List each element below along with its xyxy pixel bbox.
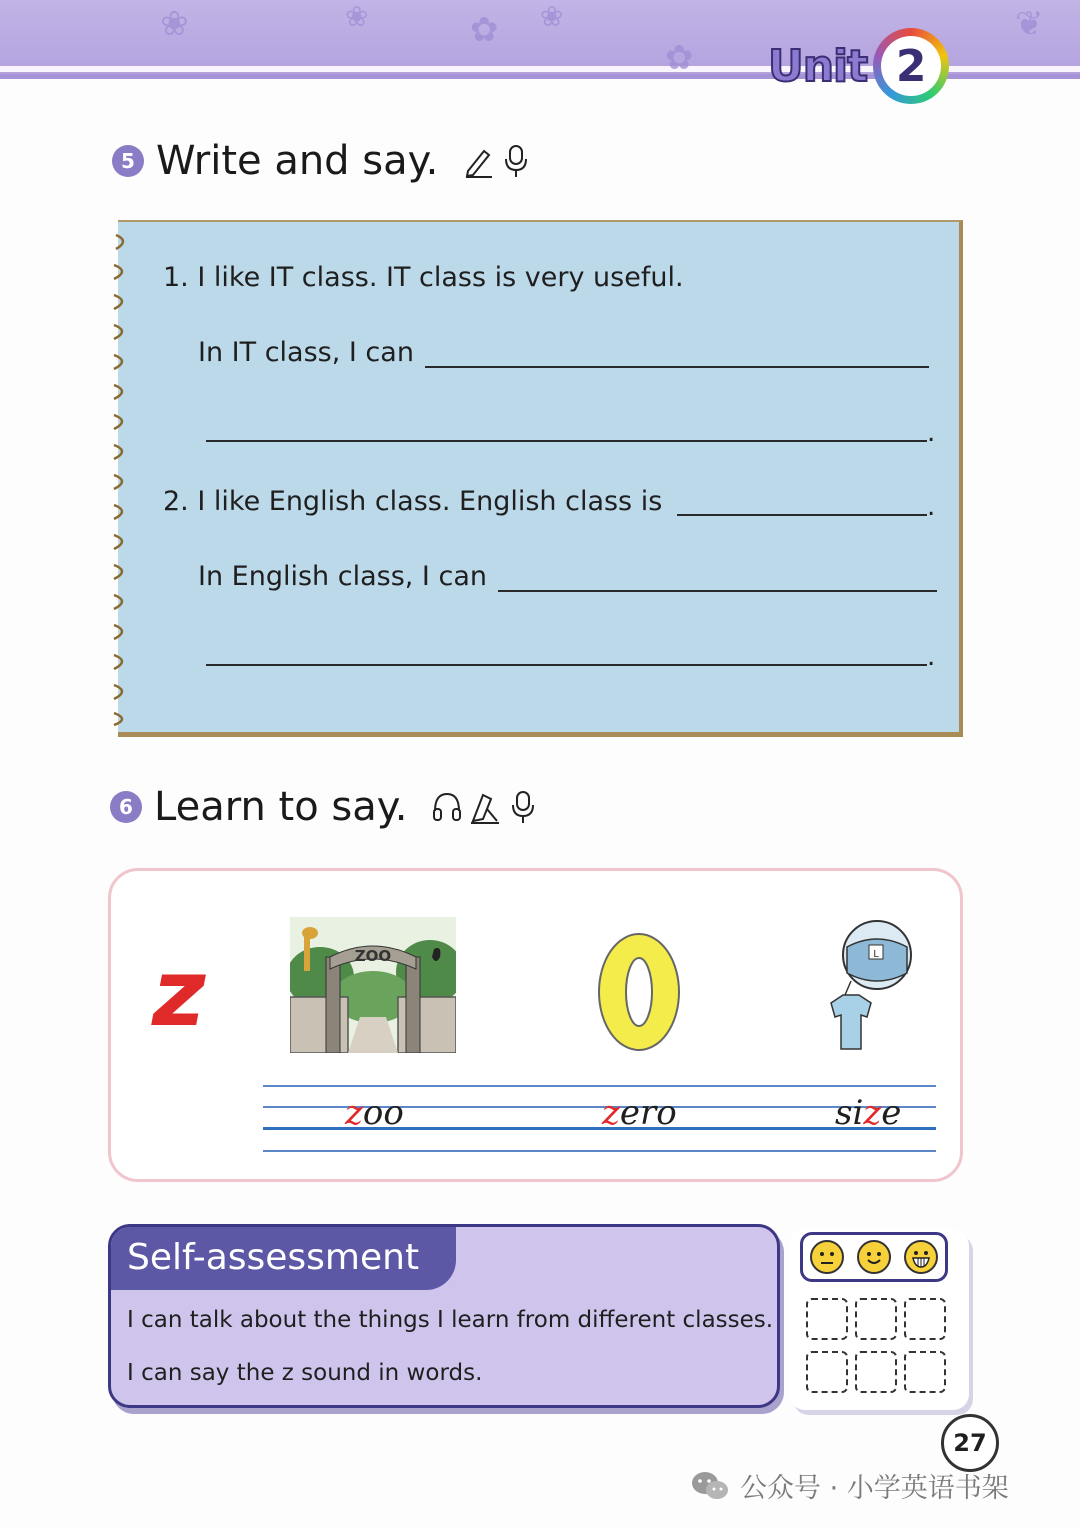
rating-checkbox[interactable]	[904, 1351, 946, 1393]
guide-line-top	[263, 1085, 936, 1087]
zoo-sign-text: ZOO	[354, 947, 392, 965]
grinning-face-icon	[904, 1240, 938, 1274]
self-assessment-panel	[108, 1224, 780, 1408]
butterfly-icon: ❀	[540, 0, 564, 33]
size-picture	[815, 917, 920, 1057]
page-number: 27	[941, 1414, 999, 1472]
word-size: size	[835, 1093, 902, 1133]
point-read-icon	[469, 789, 501, 825]
focus-letter: z	[152, 940, 206, 1047]
section-title: Learn to say.	[154, 784, 408, 830]
rating-checkbox[interactable]	[855, 1351, 897, 1393]
write-and-say-notebook	[118, 220, 963, 737]
answer-blank[interactable]	[677, 514, 927, 516]
zoo-picture	[290, 917, 456, 1053]
butterfly-icon: ✿	[665, 38, 694, 78]
question-2-prompt: In English class, I can	[198, 561, 487, 592]
answer-blank[interactable]	[425, 366, 929, 368]
question-1: 1. I like IT class. IT class is very useful.	[163, 262, 684, 293]
size-label-text: L	[873, 949, 879, 960]
watermark	[690, 1466, 1009, 1505]
section-5-heading	[112, 138, 532, 184]
unit-number: 2	[881, 36, 941, 96]
rating-checkbox[interactable]	[904, 1298, 946, 1340]
wechat-icon	[690, 1470, 730, 1502]
self-assessment-title: Self-assessment	[127, 1237, 420, 1278]
word-zoo: zoo	[345, 1093, 404, 1133]
pencil-icon	[462, 143, 494, 179]
section-number: 6	[110, 791, 142, 823]
answer-blank[interactable]	[206, 440, 927, 442]
smiling-face-icon	[857, 1240, 891, 1274]
headphones-icon	[431, 789, 463, 825]
section-title: Write and say.	[156, 138, 439, 184]
section-number: 5	[112, 145, 144, 177]
activity-icons	[431, 789, 539, 825]
watermark-text: 公众号 · 小学英语书架	[740, 1473, 1009, 1504]
word-zero: zero	[602, 1093, 677, 1133]
question-1-prompt: In IT class, I can	[198, 337, 414, 368]
rating-checkbox[interactable]	[806, 1298, 848, 1340]
activity-icons	[462, 143, 532, 179]
rating-checkbox[interactable]	[806, 1351, 848, 1393]
question-2: 2. I like English class. English class is	[163, 486, 663, 517]
microphone-icon	[507, 789, 539, 825]
zero-picture	[595, 930, 683, 1054]
unit-badge	[768, 30, 949, 102]
butterfly-icon: ✿	[470, 10, 499, 50]
period: .	[927, 642, 936, 672]
neutral-face-icon	[810, 1240, 844, 1274]
unit-label: Unit	[768, 40, 868, 92]
microphone-icon	[500, 143, 532, 179]
answer-blank[interactable]	[206, 664, 927, 666]
period: .	[927, 492, 936, 522]
swirl-icon: ❦	[1015, 4, 1044, 44]
butterfly-icon: ❀	[160, 4, 189, 44]
rating-faces	[800, 1232, 948, 1282]
rating-checkbox[interactable]	[855, 1298, 897, 1340]
period: .	[927, 418, 936, 448]
answer-blank[interactable]	[498, 590, 937, 592]
assessment-item: I can talk about the things I learn from different classes.	[127, 1307, 774, 1333]
guide-line-bottom	[263, 1150, 936, 1152]
butterfly-icon: ❀	[345, 0, 369, 33]
notebook-spiral	[106, 225, 140, 730]
unit-number-ring	[873, 28, 949, 104]
section-6-heading	[110, 784, 539, 830]
assessment-item: I can say the z sound in words.	[127, 1360, 483, 1386]
